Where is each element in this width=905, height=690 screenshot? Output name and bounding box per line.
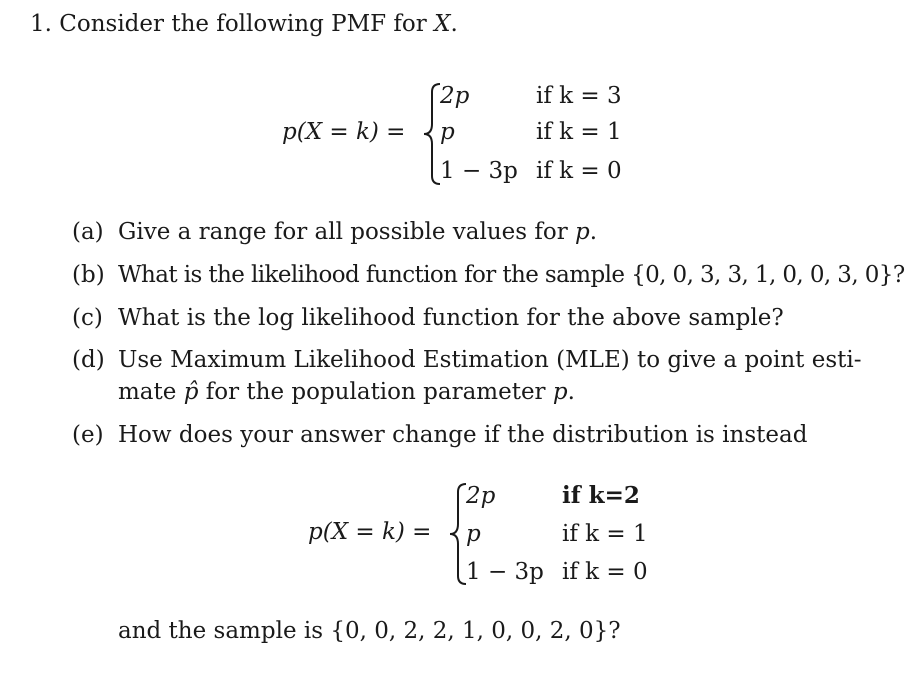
part-d-p-hat: p̂ [183,379,199,405]
part-b-sample-set: {0, 0, 3, 3, 1, 0, 0, 3, 0} [631,262,893,288]
pmf-1-lhs: p(X = k) = [282,119,406,145]
closing-sample-set: {0, 0, 2, 2, 1, 0, 0, 2, 0} [330,618,609,644]
problem-number: 1. [30,11,52,37]
pmf-2-case-1-value: 2p [466,483,496,509]
pmf-1-case-1-condition: if k = 3 [536,83,622,109]
part-d-var: p [552,379,568,405]
pmf-2-case-2-condition: if k = 1 [562,521,648,547]
part-d-line-2 [118,378,575,406]
part-a-text [118,218,597,246]
part-a-var: p [575,219,590,245]
part-b-label: (b) [72,262,105,288]
problem-statement [30,10,458,38]
part-d-label: (d) [72,347,105,373]
part-a-end: . [589,219,598,245]
part-d-line-1: Use Maximum Likelihood Estimation (MLE) to give a point esti- [118,347,862,373]
pmf-1-case-2-value: p [440,119,455,145]
part-d-line-2-prefix: mate [118,379,177,405]
closing-end: ? [608,618,621,644]
pmf-2-case-3-condition: if k = 0 [562,559,648,585]
part-e-label: (e) [72,422,104,448]
pmf-1-case-1-value: 2p [440,83,470,109]
part-b-question: What is the likelihood function for the sample [118,262,625,288]
pmf-1-case-2-condition: if k = 1 [536,119,622,145]
closing-sentence [118,617,621,645]
problem-intro: Consider the following PMF for [59,11,427,37]
part-c-label: (c) [72,305,103,331]
pmf-2-case-1-condition: if k=2 [562,482,640,509]
pmf-2-lhs: p(X = k) = [308,519,432,545]
random-variable: X [434,11,451,37]
part-b-end: ? [892,262,905,288]
intro-period: . [450,11,458,37]
part-a-label: (a) [72,219,104,245]
pmf-2-case-3-value: 1 − 3p [466,559,544,585]
pmf-1-case-3-condition: if k = 0 [536,158,622,184]
part-b-text [118,261,905,289]
pmf-2-case-2-value: p [466,521,481,547]
part-a-question: Give a range for all possible values for [118,219,568,245]
part-d-line-2-mid: for the population parameter [205,379,546,405]
part-d-end: . [567,379,575,405]
part-c-question: What is the log likelihood function for the above sample? [118,305,784,331]
pmf-1-case-3-value: 1 − 3p [440,158,518,184]
closing-text: and the sample is [118,618,324,644]
part-e-question: How does your answer change if the distribution is instead [118,422,808,448]
